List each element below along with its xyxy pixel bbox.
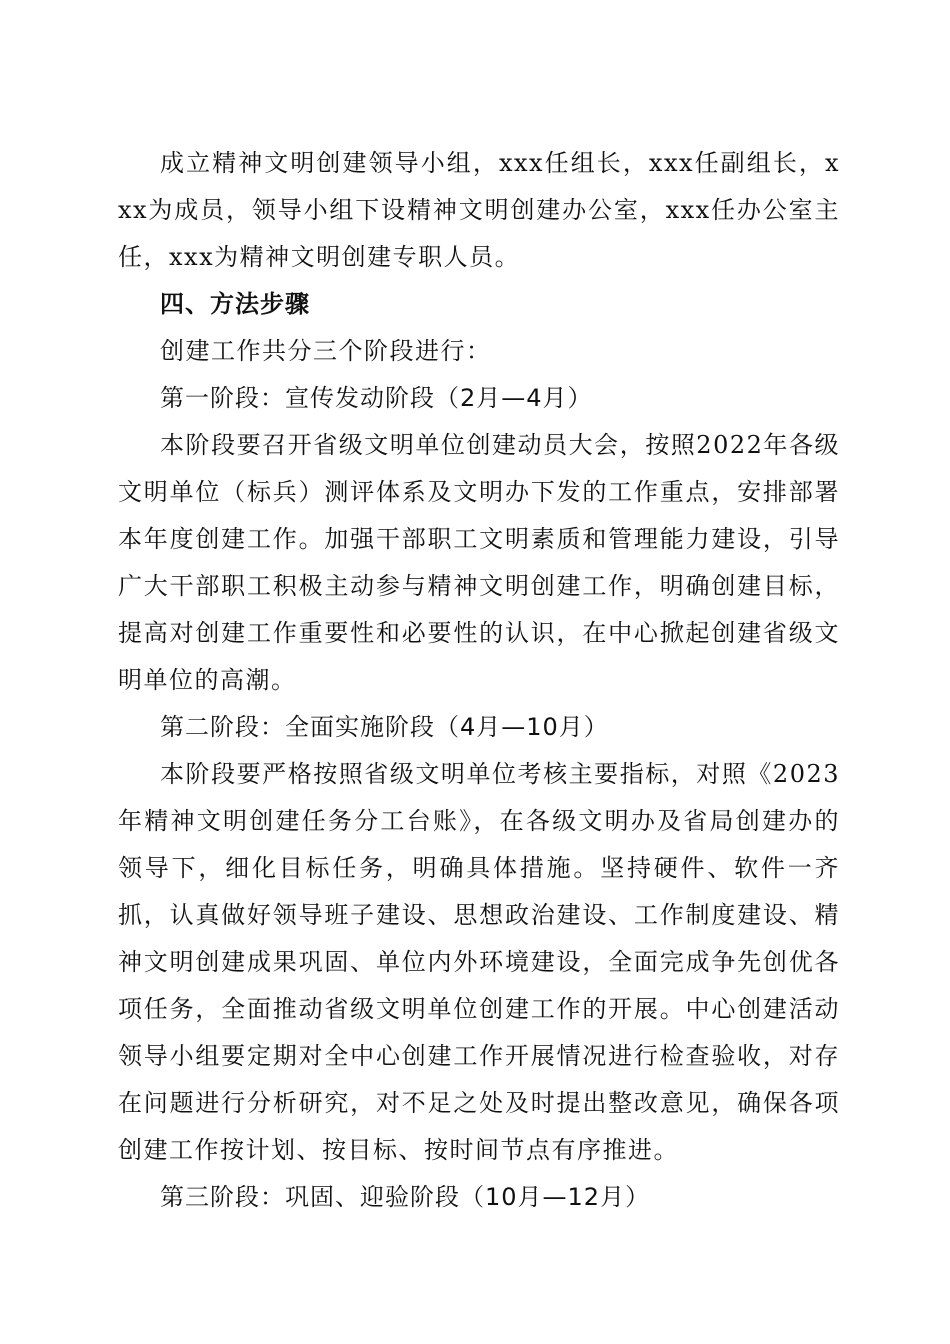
stage-2-title: 第二阶段：全面实施阶段（4月—10月）	[160, 713, 609, 741]
stage-3-title: 第三阶段：巩固、迎验阶段（10月—12月）	[160, 1183, 651, 1211]
section-heading: 四、方法步骤	[160, 290, 310, 318]
stage-1-title: 第一阶段：宣传发动阶段（2月—4月）	[160, 384, 593, 412]
stage-1-body: 本阶段要召开省级文明单位创建动员大会，按照2022年各级文明单位（标兵）测评体系及文明办下发的工作重点，安排部署本年度创建工作。加强干部职工文明素质和管理能力建设，引导广大干部职工积极主动参与精神文明创建工作，明确创建目标，提高对创建工作重要性和必要性的认识，在中心掀起创建省级文明单位的高潮。	[118, 431, 840, 694]
stage-2-body: 本阶段要严格按照省级文明单位考核主要指标，对照《2023年精神文明创建任务分工台账》，在各级文明办及省局创建办的领导下，细化目标任务，明确具体措施。坚持硬件、软件一齐抓，认真做好领导班子建设、思想政治建设、工作制度建设、精神文明创建成果巩固、单位内外环境建设，全面完成争先创优各项任务，全面推动省级文明单位创建工作的开展。中心创建活动领导小组要定期对全中心创建工作开展情况进行检查验收，对存在问题进行分析研究，对不足之处及时提出整改意见，确保各项创建工作按计划、按目标、按时间节点有序推进。	[118, 760, 840, 1164]
intro-paragraph: 创建工作共分三个阶段进行：	[160, 337, 492, 365]
document-page	[118, 140, 840, 1221]
leadership-paragraph: 成立精神文明创建领导小组，xxx任组长，xxx任副组长，xxx为成员，领导小组下设精神文明创建办公室，xxx任办公室主任，xxx为精神文明创建专职人员。	[118, 149, 840, 271]
